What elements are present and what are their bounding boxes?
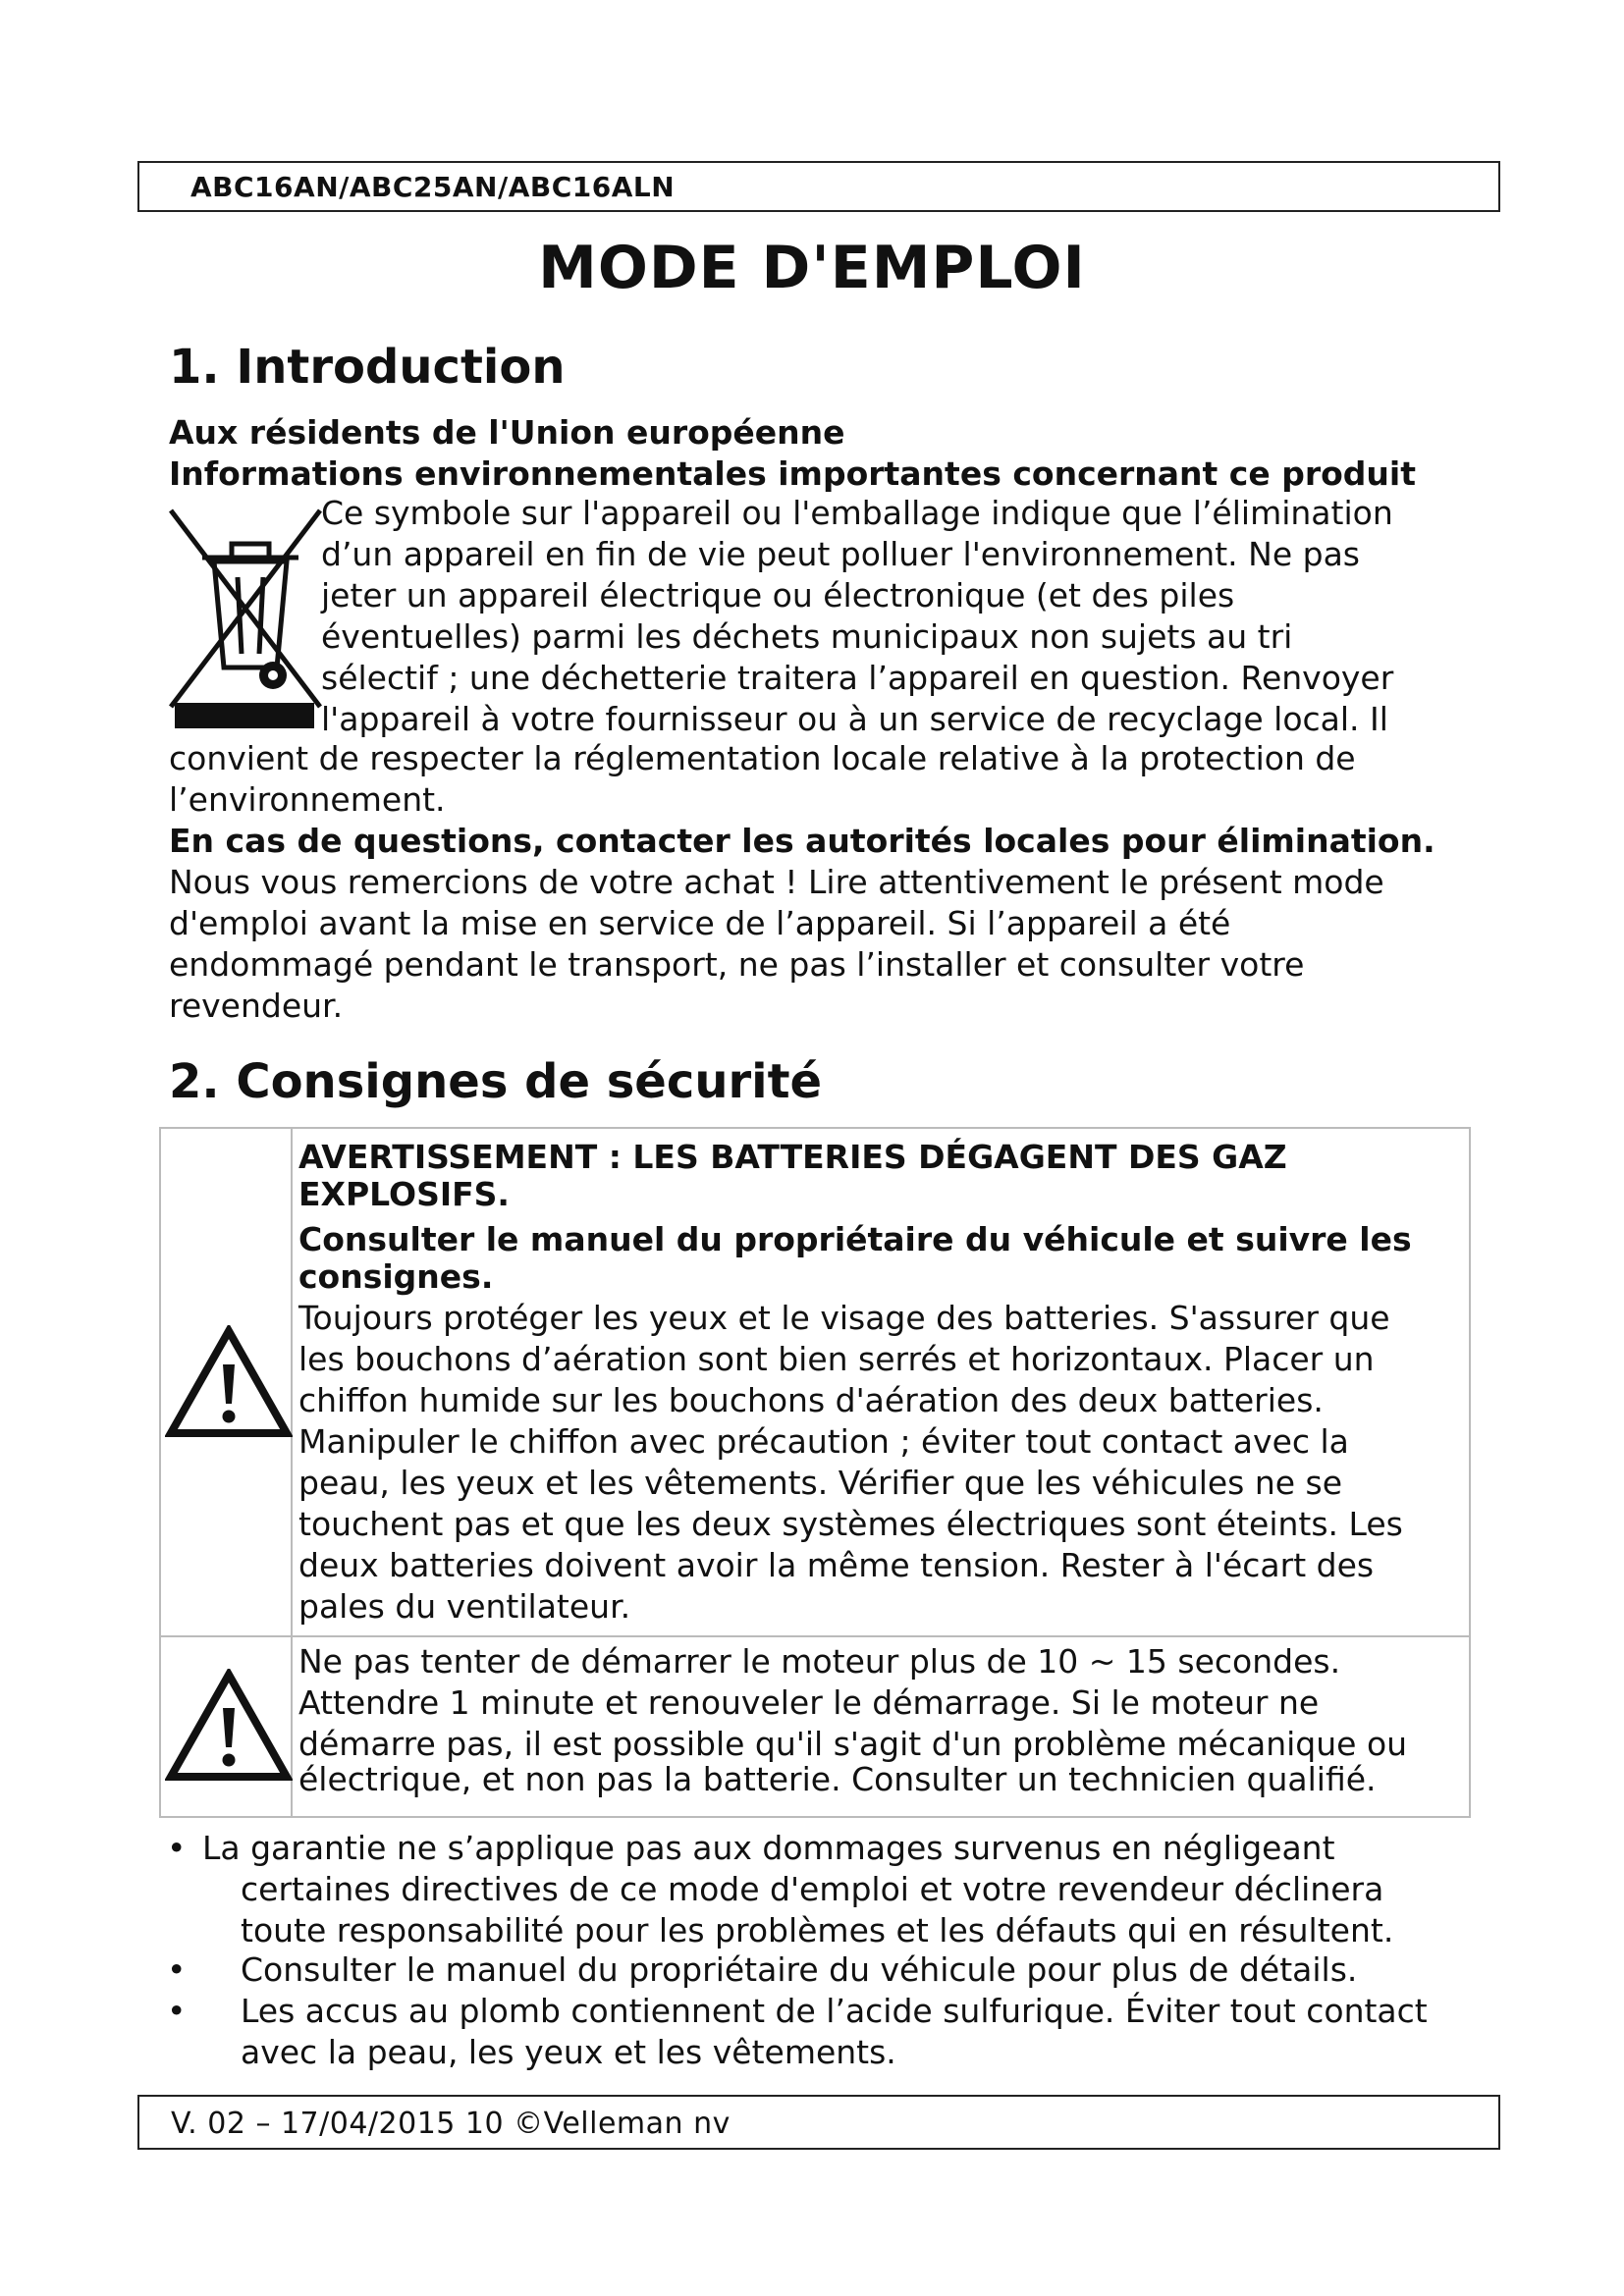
footer-box [137,2095,1500,2150]
thanks-text-line: d'emploi avant la mise en service de l’appareil. Si l’appareil a été [169,904,1231,942]
warning-bold-line: Consulter le manuel du propriétaire du véhicule et suivre les [298,1220,1412,1258]
section-heading-introduction: 1. Introduction [169,340,566,395]
weee-crossed-bin-icon [167,501,324,736]
bullet-text-line: La garantie ne s’applique pas aux dommages survenus en négligeant [202,1829,1335,1867]
warning-text-line: chiffon humide sur les bouchons d'aération des deux batteries. [298,1381,1324,1419]
warning-text-line: Attendre 1 minute et renouveler le démarrage. Si le moteur ne [298,1683,1320,1722]
bullet-text-line: certaines directives de ce mode d'emploi et votre revendeur déclinera [241,1870,1384,1908]
footer-version-text: V. 02 – 17/04/2015 10 ©Velleman nv [171,2107,731,2141]
bullet-text-line: toute responsabilité pour les problèmes et les défauts qui en résultent. [241,1911,1394,1949]
contact-authorities-text: En cas de questions, contacter les autorités locales pour élimination. [169,822,1435,860]
bullet-text-line: Consulter le manuel du propriétaire du véhicule pour plus de détails. [241,1950,1358,1989]
weee-text-line: l'appareil à votre fournisseur ou à un service de recyclage local. Il [321,700,1388,738]
warning-text-line: touchent pas et que les deux systèmes électriques sont éteints. Les [298,1505,1403,1543]
warning-triangle-icon [165,1325,293,1439]
warning-text-line: peau, les yeux et les vêtements. Vérifier que les véhicules ne se [298,1464,1343,1502]
header-box [137,161,1500,212]
weee-text-line: éventuelles) parmi les déchets municipaux non sujets au tri [321,617,1293,656]
weee-text-line: jeter un appareil électrique ou électronique (et des piles [321,576,1235,614]
warning-bold-line: AVERTISSEMENT : LES BATTERIES DÉGAGENT DES GAZ [298,1138,1287,1176]
warning-text-line: les bouchons d’aération sont bien serrés et horizontaux. Placer un [298,1340,1375,1378]
thanks-text-line: endommagé pendant le transport, ne pas l’installer et consulter votre [169,945,1305,984]
thanks-text-line: revendeur. [169,987,344,1025]
warning-triangle-icon [165,1669,293,1783]
warning-text-line: démarre pas, il est possible qu'il s'agit d'un problème mécanique ou [298,1725,1408,1763]
table-divider [159,1635,1471,1637]
weee-text-line: convient de respecter la réglementation locale relative à la protection de [169,739,1356,777]
warning-text-line: pales du ventilateur. [298,1587,631,1626]
model-numbers: ABC16AN/ABC25AN/ABC16ALN [190,171,676,203]
environmental-info-heading: Informations environnementales importantes concernant ce produit [169,454,1417,493]
weee-text-line: l’environnement. [169,780,446,819]
weee-text-line: Ce symbole sur l'appareil ou l'emballage indique que l’élimination [321,494,1393,532]
eu-residents-heading: Aux résidents de l'Union européenne [169,413,845,452]
warning-text-line: Toujours protéger les yeux et le visage des batteries. S'assurer que [298,1299,1390,1337]
bullet-text-line: avec la peau, les yeux et les vêtements. [241,2033,896,2071]
warning-text-line: deux batteries doivent avoir la même tension. Rester à l'écart des [298,1546,1375,1584]
bullet-text-line: Les accus au plomb contiennent de l’acide sulfurique. Éviter tout contact [241,1992,1428,2030]
weee-text-line: sélectif ; une déchetterie traitera l’appareil en question. Renvoyer [321,659,1394,697]
warning-text-line: Manipuler le chiffon avec précaution ; éviter tout contact avec la [298,1422,1349,1461]
warning-text-line: électrique, et non pas la batterie. Consulter un technicien qualifié. [298,1760,1377,1798]
warning-bold-line: consignes. [298,1257,494,1296]
thanks-text-line: Nous vous remercions de votre achat ! Lire attentivement le présent mode [169,863,1384,901]
bullet-marker: • [167,1950,187,1989]
page-title: MODE D'EMPLOI [538,234,1086,302]
warning-bold-line: EXPLOSIFS. [298,1175,510,1213]
warning-text-line: Ne pas tenter de démarrer le moteur plus de 10 ~ 15 secondes. [298,1642,1341,1681]
bullet-marker: • [167,1992,187,2030]
bullet-marker: • [167,1829,187,1867]
section-heading-safety: 2. Consignes de sécurité [169,1054,823,1109]
weee-text-line: d’un appareil en fin de vie peut polluer l'environnement. Ne pas [321,535,1360,573]
